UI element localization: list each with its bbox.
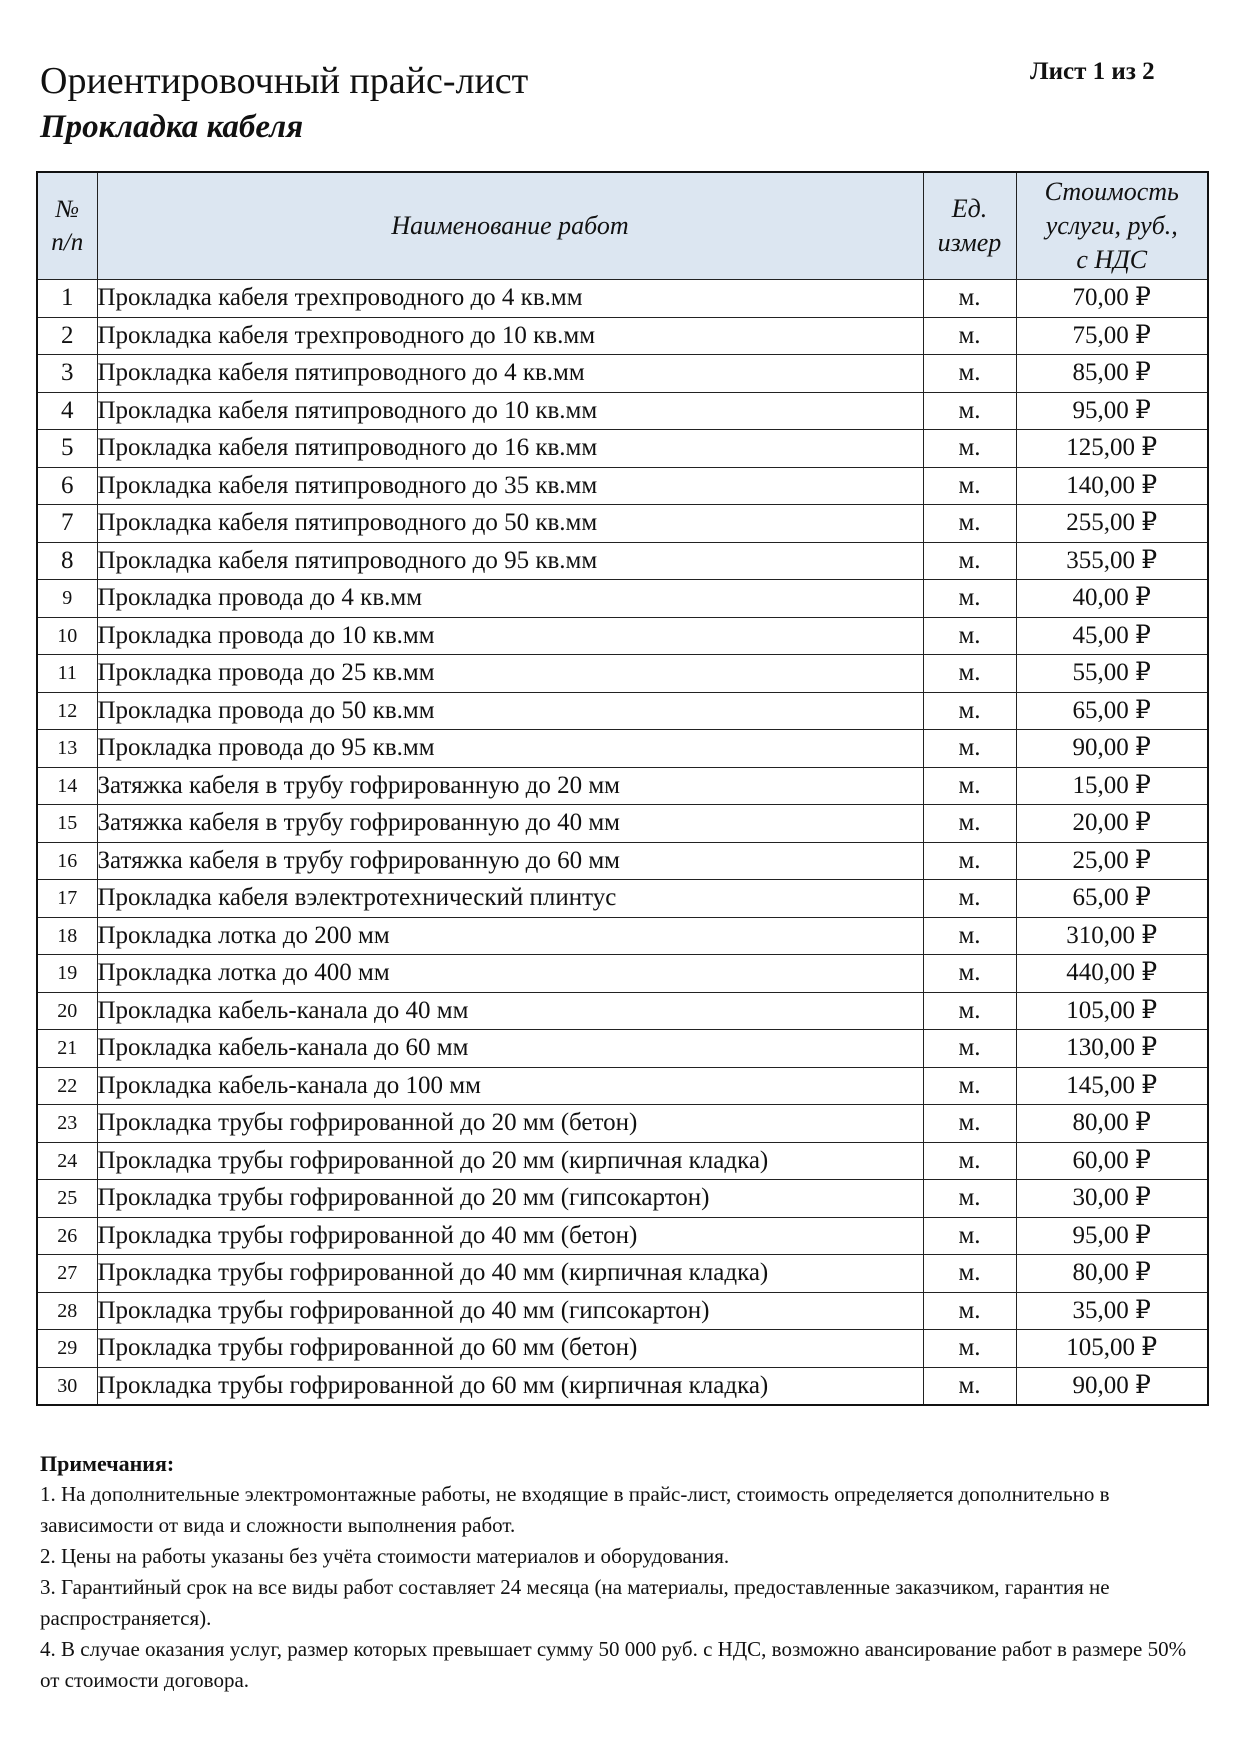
row-number-cell: 15 (37, 805, 97, 843)
row-unit-cell: м. (923, 1255, 1016, 1293)
row-price-cell: 95,00 ₽ (1016, 392, 1208, 430)
row-price-cell: 255,00 ₽ (1016, 505, 1208, 543)
note-item: 2. Цены на работы указаны без учёта стоимости материалов и оборудования. (40, 1544, 730, 1568)
row-price-cell: 65,00 ₽ (1016, 880, 1208, 918)
row-price-cell: 60,00 ₽ (1016, 1142, 1208, 1180)
row-number-cell: 13 (37, 730, 97, 768)
row-name-cell: Затяжка кабеля в трубу гофрированную до 20 мм (97, 767, 923, 805)
table-row (37, 280, 1208, 318)
table-header-row (37, 172, 1208, 280)
table-row (37, 1142, 1208, 1180)
row-price-cell: 35,00 ₽ (1016, 1292, 1208, 1330)
row-unit-cell: м. (923, 1367, 1016, 1405)
row-price-cell: 80,00 ₽ (1016, 1105, 1208, 1143)
row-number-cell: 1 (37, 280, 97, 318)
row-unit-cell: м. (923, 692, 1016, 730)
row-name-cell: Прокладка лотка до 200 мм (97, 917, 923, 955)
row-price-cell: 70,00 ₽ (1016, 280, 1208, 318)
note-item: 3. Гарантийный срок на все виды работ составляет 24 месяца (на материалы, предоставленные заказчиком, гарантия не распространяется). (40, 1575, 1110, 1630)
table-row (37, 1367, 1208, 1405)
row-name-cell: Прокладка кабеля трехпроводного до 4 кв.мм (97, 280, 923, 318)
table-row (37, 430, 1208, 468)
row-name-cell: Прокладка кабеля пятипроводного до 50 кв.мм (97, 505, 923, 543)
table-row (37, 692, 1208, 730)
row-unit-cell: м. (923, 1180, 1016, 1218)
table-row (37, 917, 1208, 955)
table-row (37, 1330, 1208, 1368)
row-price-cell: 55,00 ₽ (1016, 655, 1208, 693)
table-row (37, 655, 1208, 693)
row-price-cell: 355,00 ₽ (1016, 542, 1208, 580)
row-price-cell: 45,00 ₽ (1016, 617, 1208, 655)
row-number-cell: 30 (37, 1367, 97, 1405)
row-name-cell: Прокладка кабеля вэлектротехнический плинтус (97, 880, 923, 918)
table-row (37, 467, 1208, 505)
table-row (37, 355, 1208, 393)
row-price-cell: 140,00 ₽ (1016, 467, 1208, 505)
row-number-cell: 12 (37, 692, 97, 730)
row-name-cell: Прокладка трубы гофрированной до 20 мм (гипсокартон) (97, 1180, 923, 1218)
row-name-cell: Прокладка лотка до 400 мм (97, 955, 923, 993)
row-number-cell: 27 (37, 1255, 97, 1293)
row-price-cell: 80,00 ₽ (1016, 1255, 1208, 1293)
row-unit-cell: м. (923, 430, 1016, 468)
row-price-cell: 125,00 ₽ (1016, 430, 1208, 468)
row-name-cell: Затяжка кабеля в трубу гофрированную до 40 мм (97, 805, 923, 843)
row-name-cell: Прокладка провода до 25 кв.мм (97, 655, 923, 693)
row-price-cell: 20,00 ₽ (1016, 805, 1208, 843)
row-price-cell: 145,00 ₽ (1016, 1067, 1208, 1105)
note-item: 1. На дополнительные электромонтажные работы, не входящие в прайс-лист, стоимость определяется дополнительно в зависимости от вида и сложности выполнения работ. (40, 1482, 1110, 1537)
column-header-unit (923, 172, 1016, 280)
row-name-cell: Прокладка трубы гофрированной до 60 мм (бетон) (97, 1330, 923, 1368)
column-header-cost-line1: Стоимость (1044, 177, 1179, 206)
page-subtitle: Прокладка кабеля (40, 109, 304, 145)
column-header-cost (1016, 172, 1208, 280)
table-row (37, 767, 1208, 805)
row-unit-cell: м. (923, 1142, 1016, 1180)
row-unit-cell: м. (923, 1330, 1016, 1368)
row-number-cell: 14 (37, 767, 97, 805)
table-row (37, 730, 1208, 768)
row-number-cell: 29 (37, 1330, 97, 1368)
row-unit-cell: м. (923, 617, 1016, 655)
sheet-number: Лист 1 из 2 (1030, 58, 1155, 85)
row-unit-cell: м. (923, 730, 1016, 768)
row-unit-cell: м. (923, 805, 1016, 843)
table-row (37, 1292, 1208, 1330)
note-item: 4. В случае оказания услуг, размер которых превышает сумму 50 000 руб. с НДС, возможно авансирование работ в размере 50% от стоимости договора. (40, 1637, 1187, 1692)
column-header-number-line2: п/п (51, 229, 84, 256)
table-row (37, 317, 1208, 355)
row-unit-cell: м. (923, 505, 1016, 543)
table-row (37, 955, 1208, 993)
table-row (37, 805, 1208, 843)
price-table (36, 171, 1209, 1406)
table-row (37, 842, 1208, 880)
row-price-cell: 95,00 ₽ (1016, 1217, 1208, 1255)
table-row (37, 392, 1208, 430)
row-price-cell: 40,00 ₽ (1016, 580, 1208, 618)
column-header-cost-line3: с НДС (1076, 245, 1148, 274)
column-header-unit-line1: Ед. (951, 194, 988, 223)
row-unit-cell: м. (923, 842, 1016, 880)
row-name-cell: Прокладка провода до 95 кв.мм (97, 730, 923, 768)
row-unit-cell: м. (923, 880, 1016, 918)
row-name-cell: Прокладка трубы гофрированной до 40 мм (бетон) (97, 1217, 923, 1255)
row-price-cell: 30,00 ₽ (1016, 1180, 1208, 1218)
row-name-cell: Прокладка трубы гофрированной до 20 мм (бетон) (97, 1105, 923, 1143)
row-price-cell: 105,00 ₽ (1016, 992, 1208, 1030)
row-number-cell: 19 (37, 955, 97, 993)
row-unit-cell: м. (923, 767, 1016, 805)
row-name-cell: Прокладка провода до 50 кв.мм (97, 692, 923, 730)
table-row (37, 1255, 1208, 1293)
row-name-cell: Прокладка провода до 10 кв.мм (97, 617, 923, 655)
row-number-cell: 28 (37, 1292, 97, 1330)
row-number-cell: 26 (37, 1217, 97, 1255)
column-header-cost-line2: услуги, руб., (1045, 211, 1178, 240)
row-name-cell: Прокладка провода до 4 кв.мм (97, 580, 923, 618)
row-unit-cell: м. (923, 1030, 1016, 1068)
row-unit-cell: м. (923, 467, 1016, 505)
row-name-cell: Прокладка трубы гофрированной до 60 мм (кирпичная кладка) (97, 1367, 923, 1405)
table-row (37, 1105, 1208, 1143)
row-name-cell: Прокладка кабеля трехпроводного до 10 кв.мм (97, 317, 923, 355)
row-price-cell: 85,00 ₽ (1016, 355, 1208, 393)
table-body (37, 280, 1208, 1406)
row-name-cell: Прокладка кабеля пятипроводного до 10 кв.мм (97, 392, 923, 430)
row-number-cell: 10 (37, 617, 97, 655)
row-unit-cell: м. (923, 542, 1016, 580)
row-name-cell: Прокладка кабеля пятипроводного до 95 кв.мм (97, 542, 923, 580)
row-name-cell: Прокладка кабеля пятипроводного до 35 кв.мм (97, 467, 923, 505)
page-title: Ориентировочный прайс-лист (40, 60, 529, 102)
row-name-cell: Прокладка трубы гофрированной до 20 мм (кирпичная кладка) (97, 1142, 923, 1180)
row-unit-cell: м. (923, 1292, 1016, 1330)
row-name-cell: Прокладка кабеля пятипроводного до 4 кв.мм (97, 355, 923, 393)
row-number-cell: 6 (37, 467, 97, 505)
table-row (37, 542, 1208, 580)
row-name-cell: Прокладка кабель-канала до 40 мм (97, 992, 923, 1030)
row-name-cell: Затяжка кабеля в трубу гофрированную до 60 мм (97, 842, 923, 880)
row-number-cell: 5 (37, 430, 97, 468)
row-price-cell: 440,00 ₽ (1016, 955, 1208, 993)
row-name-cell: Прокладка кабель-канала до 60 мм (97, 1030, 923, 1068)
table-row (37, 1217, 1208, 1255)
row-number-cell: 16 (37, 842, 97, 880)
column-header-number (37, 172, 97, 280)
row-price-cell: 75,00 ₽ (1016, 317, 1208, 355)
row-price-cell: 105,00 ₽ (1016, 1330, 1208, 1368)
row-number-cell: 22 (37, 1067, 97, 1105)
row-price-cell: 25,00 ₽ (1016, 842, 1208, 880)
row-name-cell: Прокладка трубы гофрированной до 40 мм (гипсокартон) (97, 1292, 923, 1330)
row-number-cell: 11 (37, 655, 97, 693)
row-unit-cell: м. (923, 1105, 1016, 1143)
row-number-cell: 23 (37, 1105, 97, 1143)
row-name-cell: Прокладка трубы гофрированной до 40 мм (кирпичная кладка) (97, 1255, 923, 1293)
table-row (37, 617, 1208, 655)
row-number-cell: 8 (37, 542, 97, 580)
row-unit-cell: м. (923, 355, 1016, 393)
row-number-cell: 17 (37, 880, 97, 918)
row-price-cell: 310,00 ₽ (1016, 917, 1208, 955)
table-row (37, 992, 1208, 1030)
row-price-cell: 90,00 ₽ (1016, 1367, 1208, 1405)
row-number-cell: 25 (37, 1180, 97, 1218)
row-number-cell: 9 (37, 580, 97, 618)
row-unit-cell: м. (923, 392, 1016, 430)
row-name-cell: Прокладка кабеля пятипроводного до 16 кв.мм (97, 430, 923, 468)
row-number-cell: 18 (37, 917, 97, 955)
row-unit-cell: м. (923, 955, 1016, 993)
row-unit-cell: м. (923, 317, 1016, 355)
row-name-cell: Прокладка кабель-канала до 100 мм (97, 1067, 923, 1105)
row-unit-cell: м. (923, 280, 1016, 318)
notes-title: Примечания: (40, 1451, 175, 1476)
row-number-cell: 3 (37, 355, 97, 393)
table-row (37, 580, 1208, 618)
row-price-cell: 90,00 ₽ (1016, 730, 1208, 768)
column-header-number-line1: № (55, 196, 80, 223)
row-price-cell: 15,00 ₽ (1016, 767, 1208, 805)
row-unit-cell: м. (923, 917, 1016, 955)
table-row (37, 505, 1208, 543)
row-unit-cell: м. (923, 655, 1016, 693)
row-number-cell: 2 (37, 317, 97, 355)
row-number-cell: 20 (37, 992, 97, 1030)
row-number-cell: 21 (37, 1030, 97, 1068)
row-price-cell: 130,00 ₽ (1016, 1030, 1208, 1068)
row-number-cell: 7 (37, 505, 97, 543)
row-number-cell: 24 (37, 1142, 97, 1180)
column-header-name: Наименование работ (97, 172, 923, 280)
row-number-cell: 4 (37, 392, 97, 430)
row-unit-cell: м. (923, 1217, 1016, 1255)
notes-section (40, 1449, 1205, 1696)
table-row (37, 880, 1208, 918)
table-row (37, 1067, 1208, 1105)
row-unit-cell: м. (923, 1067, 1016, 1105)
table-row (37, 1030, 1208, 1068)
column-header-unit-line2: измер (937, 228, 1002, 257)
row-unit-cell: м. (923, 580, 1016, 618)
row-unit-cell: м. (923, 992, 1016, 1030)
table-row (37, 1180, 1208, 1218)
row-price-cell: 65,00 ₽ (1016, 692, 1208, 730)
